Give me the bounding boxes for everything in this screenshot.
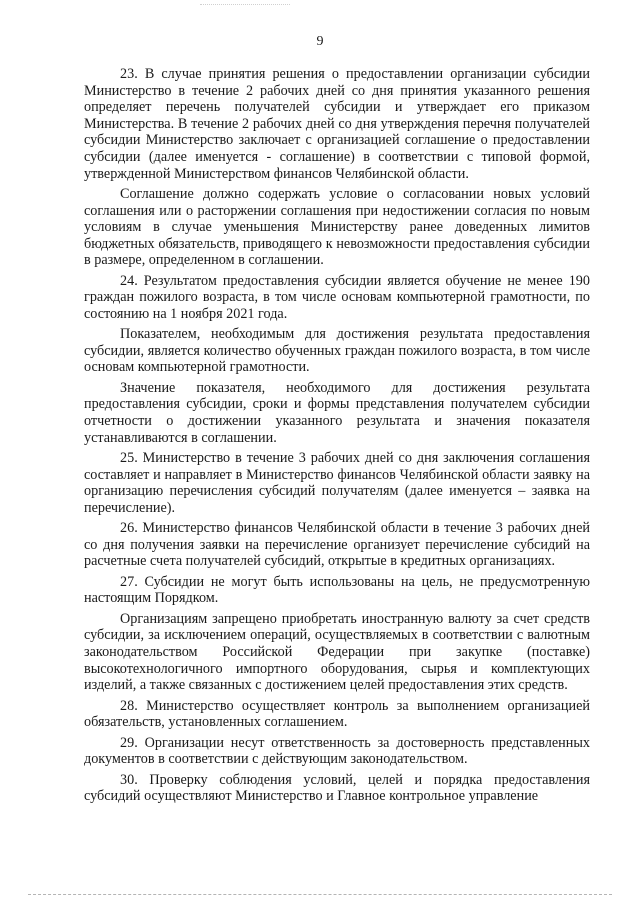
paragraph-agreement-conditions: Соглашение должно содержать условие о согласовании новых условий соглашения или о расторжении соглашения при недостижении согласия по новым условиям в случае уменьшения Министерству ранее доведенных лимитов бюджетных обязательств, приводящего к невозможности предоставления субсидии в размере, определенном в соглашении. — [84, 185, 590, 269]
paragraph-28: 28. Министерство осуществляет контроль за выполнением организацией обязательств, установленных соглашением. — [84, 697, 590, 731]
page-number: 9 — [316, 34, 324, 49]
scan-bottom-edge — [28, 894, 612, 895]
paragraph-26: 26. Министерство финансов Челябинской области в течение 3 рабочих дней со дня получения заявки на перечисление организует перечисление субсидий на расчетные счета получателей субсидий, открытые в кредитных организациях. — [84, 520, 590, 570]
paragraph-25: 25. Министерство в течение 3 рабочих дней со дня заключения соглашения составляет и направляет в Министерство финансов Челябинской области заявку на организацию перечисления субсидий получателям (далее именуется – заявка на перечисление). — [84, 450, 590, 516]
document-body — [84, 66, 590, 809]
paragraph-23: 23. В случае принятия решения о предоставлении организации субсидии Министерство в течение 2 рабочих дней со дня принятия указанного решения определяет перечень получателей субсидии и утверждает его приказом Министерства. В течение 2 рабочих дней со дня утверждения перечня получателей субсидии Министерство заключает с организацией соглашение о предоставлении субсидии (далее именуется - соглашение) в соответствии с типовой формой, утвержденной Министерством финансов Челябинской области. — [84, 66, 590, 182]
paragraph-29: 29. Организации несут ответственность за достоверность представленных документов в соответствии с действующим законодательством. — [84, 734, 590, 768]
paragraph-currency-ban: Организациям запрещено приобретать иностранную валюту за счет средств субсидии, за исключением операций, осуществляемых в соответствии с валютным законодательством Российской Федерации при закупке (поставке) высокотехнологичного импортного оборудования, сырья и комплектующих изделий, а также связанных с достижением целей предоставления этих средств. — [84, 610, 590, 694]
paragraph-24: 24. Результатом предоставления субсидии является обучение не менее 190 граждан пожилого возраста, в том числе основам компьютерной грамотности, по состоянию на 1 ноября 2021 года. — [84, 272, 590, 322]
paragraph-indicator: Показателем, необходимым для достижения результата предоставления субсидии, является количество обученных граждан пожилого возраста, в том числе основам компьютерной грамотности. — [84, 326, 590, 376]
paragraph-30: 30. Проверку соблюдения условий, целей и порядка предоставления субсидий осуществляют Министерство и Главное контрольное управление — [84, 771, 590, 805]
scan-artifact-line — [200, 4, 290, 5]
paragraph-27: 27. Субсидии не могут быть использованы на цель, не предусмотренную настоящим Порядком. — [84, 573, 590, 607]
paragraph-indicator-value: Значение показателя, необходимого для достижения результата предоставления субсидии, сроки и формы представления получателем субсидии отчетности о достижении указанного результата и значения показателя устанавливаются в соглашении. — [84, 379, 590, 446]
